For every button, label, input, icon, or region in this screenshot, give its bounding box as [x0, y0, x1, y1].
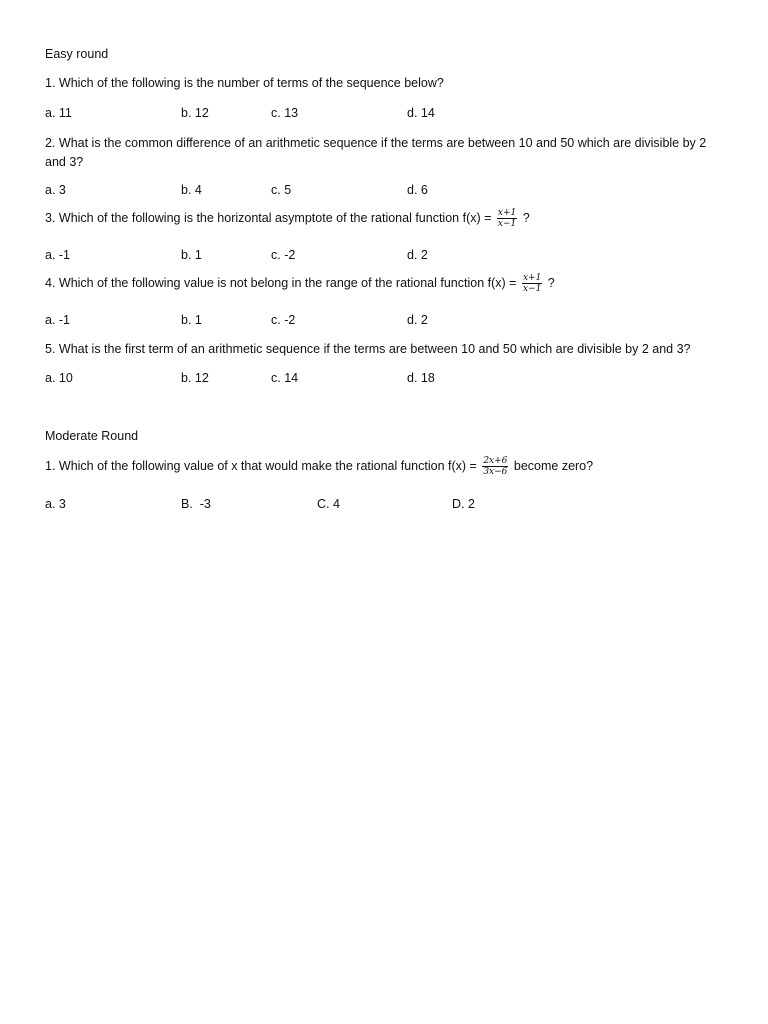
easy-q4-option-d: d. 2: [407, 313, 428, 327]
easy-q4-option-b: b. 1: [181, 313, 202, 327]
moderate-q1-option-d: D. 2: [452, 497, 475, 511]
moderate-q1-denominator: 3x−6: [483, 467, 508, 477]
moderate-round-heading: Moderate Round: [45, 429, 139, 443]
easy-round-heading: Easy round: [45, 47, 109, 61]
easy-q1-option-c: c. 13: [271, 106, 299, 120]
easy-question-3: [45, 208, 530, 229]
easy-q5-option-a: a. 10: [45, 371, 73, 385]
easy-q2-option-c: c. 5: [271, 183, 292, 197]
moderate-q1-option-b: B. -3: [181, 497, 211, 511]
easy-q3-fraction: [497, 208, 517, 229]
easy-q1-option-b: b. 12: [181, 106, 209, 120]
easy-q2-option-a: a. 3: [45, 183, 66, 197]
easy-q3-option-b: b. 1: [181, 248, 202, 262]
easy-q5-option-c: c. 14: [271, 371, 299, 385]
easy-question-5: 5. What is the first term of an arithmetic sequence if the terms are between 10 and 50 which are divisible by 2 and 3?: [45, 342, 691, 356]
easy-q1-option-a: a. 11: [45, 106, 72, 120]
moderate-q1-numerator: 2x+6: [483, 456, 508, 466]
easy-q4-numerator: x+1: [522, 273, 542, 283]
easy-q5-option-d: d. 18: [407, 371, 435, 385]
easy-q1-option-d: d. 14: [407, 106, 435, 120]
easy-q4-text: 4. Which of the following value is not belong in the range of the rational function f(x) =: [45, 275, 517, 290]
moderate-q1-text: 1. Which of the following value of x that would make the rational function f(x) =: [45, 458, 477, 473]
moderate-question-1: [45, 456, 593, 477]
easy-q3-option-d: d. 2: [407, 248, 428, 262]
easy-q4-denominator: x−1: [522, 284, 542, 294]
easy-q4-suffix: ?: [547, 275, 555, 290]
easy-q4-option-c: c. -2: [271, 313, 296, 327]
easy-q3-text: 3. Which of the following is the horizontal asymptote of the rational function f(x) =: [45, 210, 492, 225]
easy-q3-option-a: a. -1: [45, 248, 71, 262]
easy-q4-fraction: [522, 273, 542, 294]
easy-q3-numerator: x+1: [497, 208, 517, 218]
easy-q3-denominator: x−1: [497, 219, 517, 229]
moderate-q1-option-a: a. 3: [45, 497, 66, 511]
moderate-q1-suffix: become zero?: [513, 458, 594, 473]
moderate-q1-option-c: C. 4: [317, 497, 340, 511]
easy-q3-suffix: ?: [522, 210, 530, 225]
easy-question-2: 2. What is the common difference of an arithmetic sequence if the terms are between 10 and 50 which are divisible by 2 and 3?: [45, 136, 707, 169]
moderate-q1-fraction: [482, 456, 508, 477]
easy-question-4: [45, 273, 555, 294]
easy-q4-option-a: a. -1: [45, 313, 71, 327]
easy-q5-option-b: b. 12: [181, 371, 209, 385]
easy-question-1: 1. Which of the following is the number of terms of the sequence below?: [45, 76, 444, 90]
easy-q2-option-d: d. 6: [407, 183, 428, 197]
easy-q2-option-b: b. 4: [181, 183, 202, 197]
easy-q3-option-c: c. -2: [271, 248, 296, 262]
